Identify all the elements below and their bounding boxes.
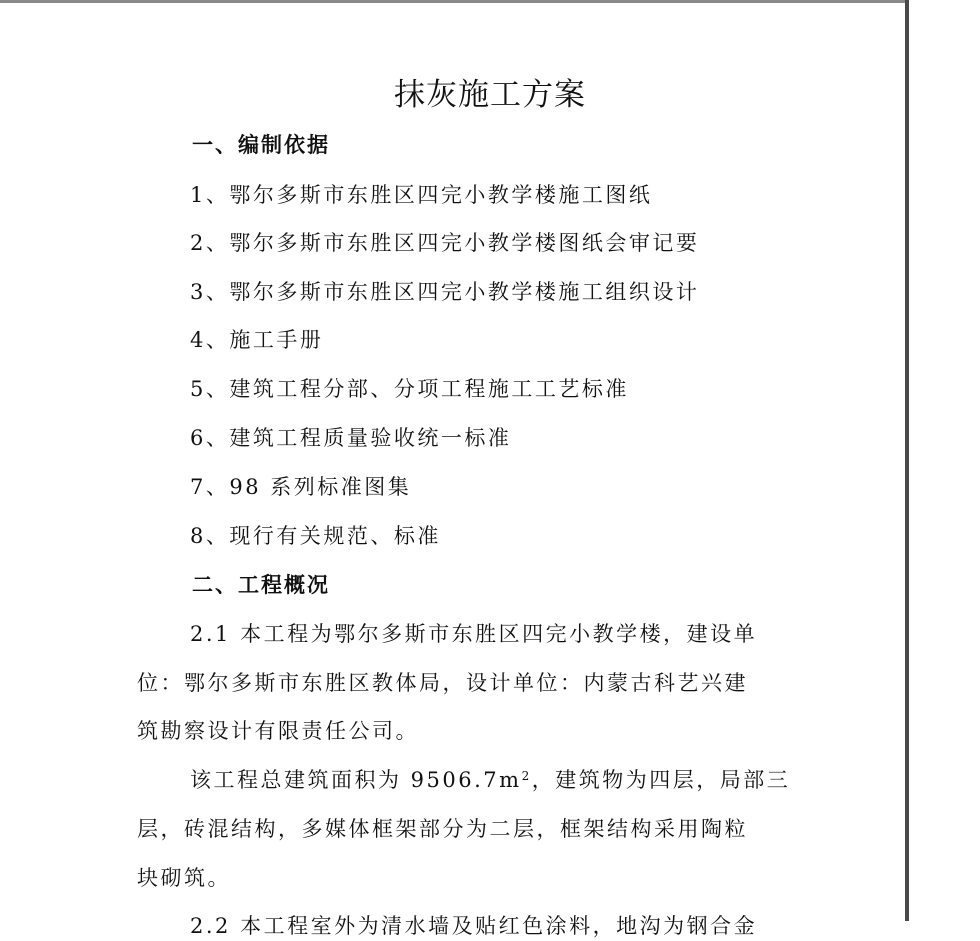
list-item: 3、鄂尔多斯市东胜区四完小教学楼施工组织设计 bbox=[190, 280, 700, 304]
list-item: 6、建筑工程质量验收统一标准 bbox=[190, 426, 512, 450]
list-item: 2、鄂尔多斯市东胜区四完小教学楼图纸会审记要 bbox=[190, 231, 700, 255]
paragraph-line bbox=[190, 765, 790, 795]
document-page bbox=[0, 3, 905, 938]
list-item: 1、鄂尔多斯市东胜区四完小教学楼施工图纸 bbox=[190, 183, 653, 207]
paragraph-line-partial: 2.2 本工程室外为清水墙及贴红色涂料，地沟为钢合金 bbox=[190, 914, 758, 938]
paragraph-line: 层，砖混结构，多媒体框架部分为二层，框架结构采用陶粒 bbox=[137, 817, 748, 841]
area-text-continued: ，建筑物为四层，局部三 bbox=[531, 768, 791, 792]
section-heading-basis: 一、编制依据 bbox=[192, 133, 330, 157]
list-item: 5、建筑工程分部、分项工程施工工艺标准 bbox=[190, 377, 629, 401]
section-heading-overview: 二、工程概况 bbox=[192, 573, 330, 597]
list-item: 4、施工手册 bbox=[190, 328, 324, 352]
superscript: 2 bbox=[521, 769, 532, 783]
area-text: 该工程总建筑面积为 9506.7m bbox=[190, 768, 522, 792]
paragraph-line: 块砌筑。 bbox=[137, 866, 231, 890]
paragraph-line: 位：鄂尔多斯市东胜区教体局，设计单位：内蒙古科艺兴建 bbox=[137, 671, 748, 695]
paragraph-line: 筑勘察设计有限责任公司。 bbox=[137, 719, 419, 743]
list-item: 8、现行有关规范、标准 bbox=[190, 524, 441, 548]
list-item: 7、98 系列标准图集 bbox=[190, 475, 412, 499]
paragraph-line: 2.1 本工程为鄂尔多斯市东胜区四完小教学楼，建设单 bbox=[190, 622, 758, 646]
scrollbar-edge[interactable] bbox=[905, 0, 909, 921]
page-title: 抹灰施工方案 bbox=[394, 77, 586, 113]
